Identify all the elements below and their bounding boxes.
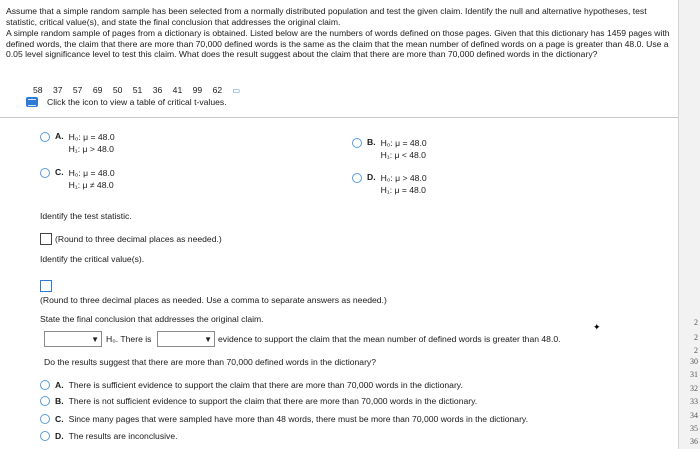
radio-button[interactable] bbox=[40, 168, 50, 178]
test-statistic-input[interactable] bbox=[40, 233, 52, 245]
radio-button[interactable] bbox=[352, 138, 362, 148]
hypothesis-option-b[interactable] bbox=[352, 137, 427, 161]
option-text: Since many pages that were sampled have more than 48 words, there must be more than 70,000 words in the dictionary. bbox=[68, 413, 528, 424]
conclusion-h0-text: H₀. There is bbox=[106, 334, 152, 344]
data-value: 41 bbox=[172, 85, 183, 95]
side-panel-strip bbox=[678, 0, 700, 449]
dropdown-arrow-icon: ▼ bbox=[91, 335, 99, 344]
critical-values-hint: (Round to three decimal places as needed. Use a comma to separate answers as needed.) bbox=[40, 295, 387, 305]
scenario-text: A simple random sample of pages from a dictionary is obtained. Listed below are the numbers of words defined on those pages. Given that this dictionary has 1459 pages with defined words, the claim that there are more than 70,000 defined words is the same as the claim that the mean number of defined words on a page is greater than 48.0. Use a 0.05 level significance level to test this claim. What does the result suggest about the claim that there are more than 70,000 defined words in the dictionary? bbox=[6, 28, 670, 60]
data-value: 62 bbox=[212, 85, 223, 95]
alternative-hypothesis: H₁: μ ≠ 48.0 bbox=[68, 180, 114, 190]
data-value: 36 bbox=[152, 85, 163, 95]
critical-values-link[interactable] bbox=[26, 97, 227, 107]
alternative-hypothesis: H₁: μ > 48.0 bbox=[68, 144, 114, 154]
side-number: 2 bbox=[694, 333, 698, 342]
critical-values-input-row bbox=[40, 280, 52, 292]
instructions-text: Assume that a simple random sample has been selected from a normally distributed population and test the given claim. Identify the null and alternative hypotheses, test statistic, critical value(s), and state the final conclusion that addresses the original claim. bbox=[6, 6, 647, 27]
side-number: 32 bbox=[690, 384, 698, 393]
side-number: 30 bbox=[690, 357, 698, 366]
data-value: 57 bbox=[72, 85, 83, 95]
side-number: 36 bbox=[690, 437, 698, 446]
table-book-icon[interactable] bbox=[26, 97, 38, 107]
conclusion-rest-text: evidence to support the claim that the mean number of defined words is greater than 48.0. bbox=[218, 334, 561, 344]
option-letter: A. bbox=[55, 379, 64, 390]
option-letter: A. bbox=[55, 131, 64, 141]
side-number: 33 bbox=[690, 397, 698, 406]
null-hypothesis: H₀: μ = 48.0 bbox=[68, 132, 115, 142]
option-letter: C. bbox=[55, 167, 64, 177]
null-hypothesis: H₀: μ > 48.0 bbox=[380, 173, 427, 183]
copy-data-icon[interactable]: ▭ bbox=[232, 86, 241, 95]
hypothesis-option-d[interactable] bbox=[352, 172, 427, 196]
suggest-option-a[interactable] bbox=[40, 379, 463, 390]
suggest-prompt: Do the results suggest that there are more than 70,000 defined words in the dictionary? bbox=[44, 357, 377, 367]
mouse-cursor-icon: ✦ bbox=[593, 322, 601, 332]
critical-values-input[interactable] bbox=[40, 280, 52, 292]
data-value: 37 bbox=[52, 85, 63, 95]
suggest-option-b[interactable] bbox=[40, 395, 477, 406]
test-statistic-hint: (Round to three decimal places as needed.) bbox=[55, 234, 222, 244]
hypothesis-option-a[interactable] bbox=[40, 131, 115, 155]
radio-button[interactable] bbox=[40, 380, 50, 390]
problem-statement bbox=[6, 6, 671, 60]
data-value: 99 bbox=[192, 85, 203, 95]
test-statistic-prompt: Identify the test statistic. bbox=[40, 211, 132, 221]
side-number: 35 bbox=[690, 424, 698, 433]
data-value: 58 bbox=[33, 85, 43, 95]
option-letter: B. bbox=[55, 395, 64, 406]
data-value: 50 bbox=[112, 85, 123, 95]
divider bbox=[0, 117, 678, 118]
conclusion-prompt: State the final conclusion that addresses the original claim. bbox=[40, 314, 264, 324]
reject-dropdown[interactable] bbox=[44, 331, 102, 347]
radio-button[interactable] bbox=[40, 414, 50, 424]
option-text: There is sufficient evidence to support the claim that there are more than 70,000 words in the dictionary. bbox=[68, 379, 463, 390]
data-value: 51 bbox=[132, 85, 143, 95]
side-number: 2 bbox=[694, 346, 698, 355]
critical-values-link-text[interactable]: Click the icon to view a table of critical t-values. bbox=[47, 97, 227, 107]
radio-button[interactable] bbox=[40, 396, 50, 406]
critical-values-prompt: Identify the critical value(s). bbox=[40, 254, 145, 264]
option-text: The results are inconclusive. bbox=[68, 430, 178, 441]
option-letter: D. bbox=[367, 172, 376, 182]
side-number: 34 bbox=[690, 411, 698, 420]
suggest-option-c[interactable] bbox=[40, 413, 528, 424]
alternative-hypothesis: H₁: μ < 48.0 bbox=[380, 150, 426, 160]
test-statistic-answer-row bbox=[40, 233, 222, 245]
data-value: 69 bbox=[92, 85, 103, 95]
option-letter: D. bbox=[55, 430, 64, 441]
null-hypothesis: H₀: μ = 48.0 bbox=[380, 138, 427, 148]
sample-data bbox=[33, 85, 240, 95]
option-letter: C. bbox=[55, 413, 64, 424]
radio-button[interactable] bbox=[352, 173, 362, 183]
hypothesis-option-c[interactable] bbox=[40, 167, 115, 191]
side-number: 2 bbox=[694, 318, 698, 327]
option-letter: B. bbox=[367, 137, 376, 147]
alternative-hypothesis: H₁: μ = 48.0 bbox=[380, 185, 426, 195]
suggest-option-d[interactable] bbox=[40, 430, 178, 441]
radio-button[interactable] bbox=[40, 132, 50, 142]
side-number: 31 bbox=[690, 370, 698, 379]
dropdown-arrow-icon: ▼ bbox=[204, 335, 212, 344]
radio-button[interactable] bbox=[40, 431, 50, 441]
null-hypothesis: H₀: μ = 48.0 bbox=[68, 168, 115, 178]
option-text: There is not sufficient evidence to support the claim that there are more than 70,000 words in the dictionary. bbox=[68, 395, 478, 406]
evidence-dropdown[interactable] bbox=[157, 331, 215, 347]
